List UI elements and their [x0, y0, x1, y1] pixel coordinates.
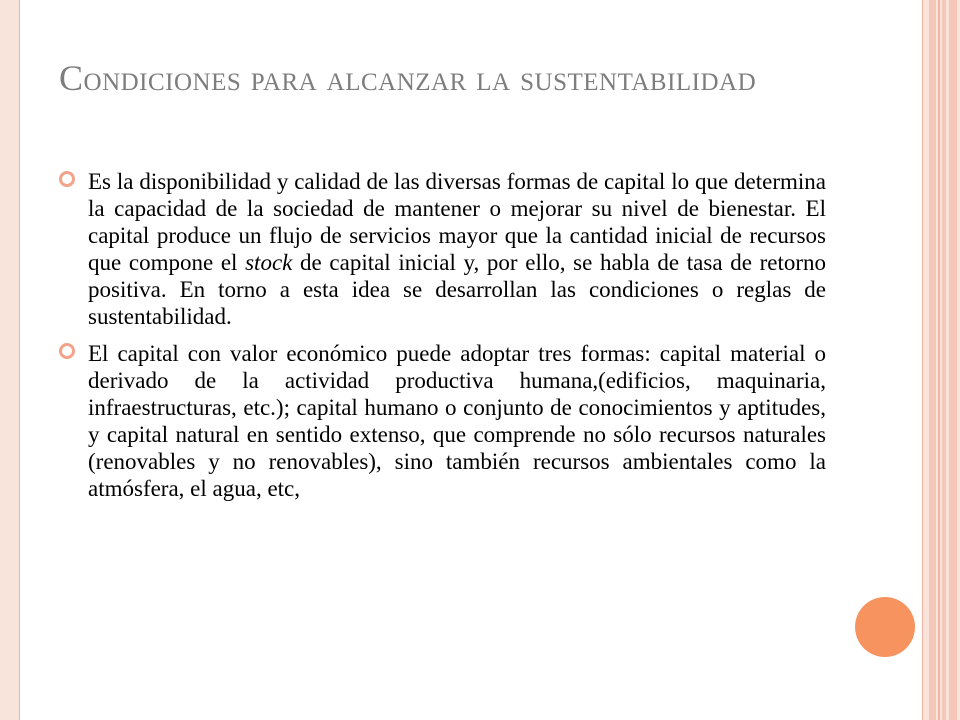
- bullet-text: El capital con valor económico puede adoptar tres formas: capital material o derivado de la actividad productiva humana,(edificios, maquinaria, infraestructuras, etc.); capital humano o conjunto de conocimientos y aptitudes, y capital natural en sentido extenso, que comprende no sólo recursos naturales (renovables y no renovables), sino también recursos ambientales como la atmósfera, el agua, etc,: [88, 341, 826, 501]
- bullet-text: de capital inicial y, por ello, se habla de tasa de retorno positiva. En torno a esta idea se desarrollan las condiciones o reglas de sustentabilidad.: [88, 250, 826, 329]
- slide-body: [59, 168, 826, 512]
- bullet-text: Es la disponibilidad y calidad de las diversas formas de capital lo que determina la capacidad de la sociedad de mantener o mejorar su nivel de bienestar. El capital produce un flujo de servicios mayor que la cantidad inicial de recursos que compone el: [88, 169, 826, 275]
- accent-circle: [855, 597, 915, 657]
- decorative-stripe: [942, 0, 946, 720]
- bullet-item: [59, 340, 826, 502]
- bullet-emphasis: stock: [245, 250, 293, 275]
- bullet-item: [59, 168, 826, 330]
- decorative-stripe: [938, 0, 940, 720]
- ring-bullet-icon: [59, 171, 75, 187]
- decorative-stripe: [949, 0, 957, 720]
- slide-title: Condiciones para alcanzar la sustentabilidad: [59, 58, 757, 98]
- decorative-stripe: [929, 0, 936, 720]
- ring-bullet-icon: [59, 343, 75, 359]
